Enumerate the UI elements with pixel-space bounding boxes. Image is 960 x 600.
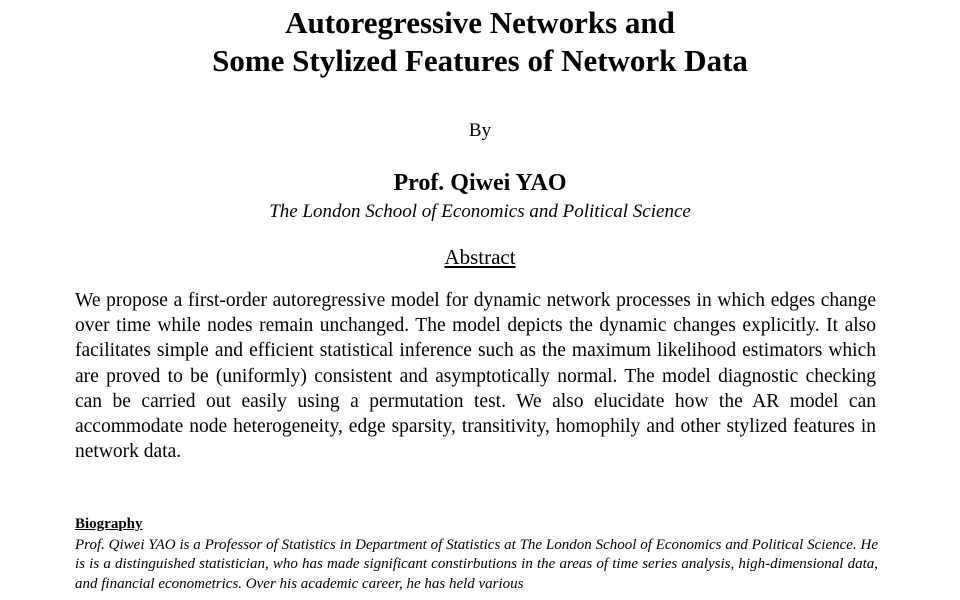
biography-text: Prof. Qiwei YAO is a Professor of Statistics in Department of Statistics at The London School of Economics and Political Science. He is is a distinguished statistician, who has made significant constirbutions in the areas of time series analysis, high-dimensional data, and financial econometrics. Over his academic career, he has held various bbox=[75, 537, 878, 592]
document-title bbox=[0, 4, 960, 80]
by-label: By bbox=[468, 120, 492, 141]
abstract-heading: Abstract bbox=[444, 245, 516, 269]
author-affiliation: The London School of Economics and Political Science bbox=[269, 201, 691, 222]
author-name: Prof. Qiwei YAO bbox=[393, 170, 567, 196]
abstract-text: We propose a first-order autoregressive model for dynamic network processes in which edges change over time while nodes remain unchanged. The model depicts the dynamic changes explicitly. It also facilitates simple and efficient statistical inference such as the maximum likelihood estimators which are proved to be (uniformly) consistent and asymptotically normal. The model diagnostic checking can be carried out easily using a permutation test. We also elucidate how the AR model can accommodate node heterogeneity, edge sparsity, transitivity, homophily and other stylized features in network data. bbox=[75, 290, 876, 463]
biography-heading: Biography bbox=[75, 516, 143, 532]
title-line-2: Some Stylized Features of Network Data bbox=[212, 43, 748, 78]
title-line-1: Autoregressive Networks and bbox=[285, 5, 675, 40]
